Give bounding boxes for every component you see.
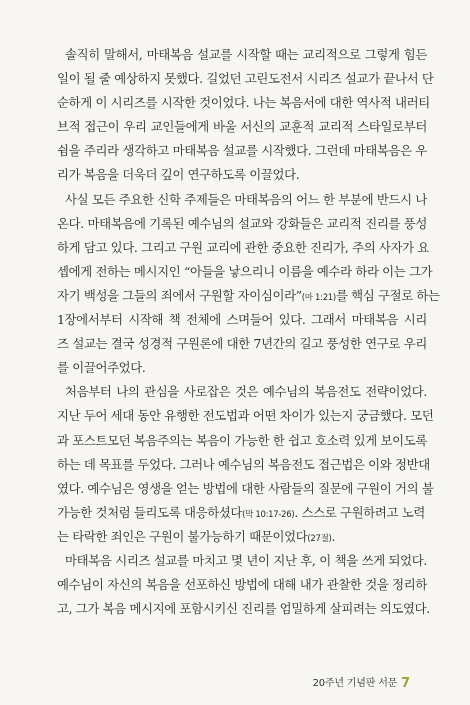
paragraph-3 [57, 380, 434, 549]
scripture-citation: (막 10:17-26) [242, 509, 295, 520]
text-line: 를 이끌어주었다. [57, 360, 146, 376]
text-line-with-citation [57, 284, 440, 308]
text-line: 하게 담고 있다. 그리고 구원 교리에 관한 중요한 진리가, 주의 사자가 요 [57, 239, 429, 255]
verse-citation: (27절) [307, 533, 332, 544]
text-run: . 스스로 구원하려고 노력 [294, 504, 425, 520]
scripture-citation: (마 1:21) [301, 292, 336, 303]
text-line: 1장에서부터 시작해 책 전체에 스며들어 있다. 그래서 마태복음 시리 [57, 312, 427, 328]
paragraph-1 [57, 43, 434, 188]
text-run: 자기 백성을 그들의 죄에서 구원할 자이심이라” [57, 287, 302, 303]
text-line: 과 포스트모던 복음주의는 복음이 가능한 한 쉽고 호소력 있게 보이도록 [57, 432, 427, 448]
text-line: 솔직히 말해서, 마태복음 설교를 시작할 때는 교리적으로 그렇게 힘든 [65, 47, 427, 62]
body-text [57, 43, 440, 621]
text-line: 즈 설교는 결국 성경적 구원론에 대한 7년간의 길고 풍성한 연구로 우리 [57, 336, 427, 352]
paragraph-2 [57, 188, 440, 381]
paragraph-4 [57, 549, 430, 621]
text-line-with-citation [57, 501, 427, 525]
text-line: 순하게 이 시리즈를 시작한 것이었다. 나는 복음서에 대한 역사적 내러티 [57, 95, 430, 111]
text-run: 는 타락한 죄인은 구원이 불가능하기 때문이었다 [57, 528, 308, 544]
text-line: 브적 접근이 우리 교인들에게 바울 서신의 교훈적 교리적 스타일로부터 [57, 119, 427, 135]
text-line: 예수님이 자신의 복음을 선포하신 방법에 대해 내가 관찰한 것을 정리하 [57, 577, 427, 593]
text-line: 온다. 마태복음에 기록된 예수님의 설교와 강화들은 교리적 진리를 풍성 [57, 215, 427, 231]
text-line: 였다. 예수님은 영생을 얻는 방법에 대한 사람들의 질문에 구원이 거의 불 [57, 480, 434, 496]
text-run: 가능한 것처럼 들리도록 대응하셨다 [57, 504, 243, 520]
text-line: 마태복음 시리즈 설교를 마치고 몇 년이 지난 후, 이 책을 쓰게 되었다. [65, 552, 427, 568]
text-line: 사실 모든 주요한 신학 주제들은 마태복음의 어느 한 부분에 반드시 나 [65, 191, 427, 207]
text-line: 쉼을 주리라 생각하고 마태복음 설교를 시작했다. 그런데 마태복음은 우 [57, 143, 427, 159]
text-line: 처음부터 나의 관심을 사로잡은 것은 예수님의 복음전도 전략이었다. [65, 384, 427, 400]
text-line-with-citation [57, 525, 427, 549]
text-run: . [331, 528, 336, 544]
text-line: 하는 데 목표를 두었다. 그러나 예수님의 복음전도 접근법은 이와 정반대 [57, 456, 430, 472]
page-footer [313, 674, 410, 691]
text-line: 셉에게 전하는 메시지인 “아들을 낳으리니 이름을 예수라 하라 이는 그가 [57, 263, 433, 279]
text-line: 고, 그가 복음 메시지에 포함시키신 진리를 엄밀하게 살피려는 의도였다. [57, 601, 430, 617]
page-number: 7 [401, 676, 410, 691]
text-line: 지난 두어 세대 동안 유행한 전도법과 어떤 차이가 있는지 궁금했다. 모던 [57, 408, 434, 424]
text-line: 일이 될 줄 예상하지 못했다. 길었던 고린도전서 시리즈 설교가 끝나서 단 [57, 71, 434, 87]
text-line: 리가 복음을 더욱더 깊이 연구하도록 이끌었다. [57, 167, 300, 183]
text-run: 를 핵심 구절로 하는 [335, 287, 440, 303]
running-title: 20주년 기념판 서문 [312, 678, 398, 689]
